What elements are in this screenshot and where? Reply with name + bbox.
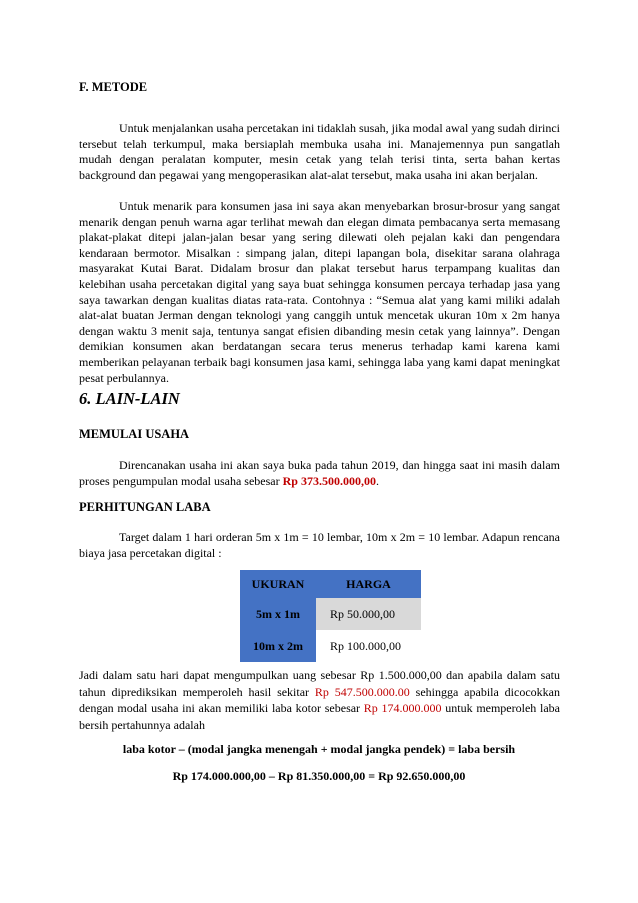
size-cell: 10m x 2m [240, 630, 316, 662]
section-heading-lain-lain: 6. LAIN-LAIN [79, 389, 180, 408]
price-cell: Rp 50.000,00 [316, 598, 421, 630]
jadi-text-2: sehingga apabila dicocokkan dengan modal usaha ini akan memiliki laba kotor sebesar [79, 684, 560, 715]
table-row [240, 630, 421, 662]
metode-paragraph-2: Untuk menarik para konsumen jasa ini saya akan menyebarkan brosur-brosur yang sangat menarik dengan penuh warna agar terlihat mewah dan elegan dimata pembacanya serta memasang plakat-plakat ditepi jalan-jalan besar yang sering dilewati oleh pejalan kaki dan pengendara kendaraan bermotor. Misalkan : simpang jalan, ditepi lapangan bola, disekitar sarana olahraga masyarakat Kutai Barat. Didalam brosur dan plakat tersebut harus terpampang kualitas dan kelebihan usaha percetakan digital yang saya buat sehingga konsumen percaya terhadap jasa yang saya tawarkan dengan kualitas diatas rata-rata. Contohnya : “Semua alat yang kami miliki adalah alat-alat buatan Jerman dengan teknologi yang canggih untuk mencetak ukuran 10m x 2m hanya dengan waktu 3 menit saja, tentunya sangat efisien dibanding mesin cetak yang lainnya”. Dengan demikian konsumen akan berdatangan secara terus menerus terhadap kami karena kami memberikan pelayanan terbaik bagi konsumen jasa kami, sehingga laba yang kami dapat meningkat pesat perbulannya. [79, 199, 560, 385]
modal-amount: Rp 373.500.000,00 [282, 473, 376, 488]
subheading-perhitungan-laba: PERHITUNGAN LABA [79, 500, 211, 514]
gross-profit-amount: Rp 174.000.000 [363, 701, 442, 715]
subheading-memulai-usaha: MEMULAI USAHA [79, 427, 190, 441]
price-table-header-row [240, 570, 421, 598]
column-header-ukuran: UKURAN [240, 570, 316, 598]
metode-paragraph-1: Untuk menjalankan usaha percetakan ini tidaklah susah, jika modal awal yang sudah dirinci tersebut telah terkumpul, maka bersiaplah membuka usaha ini. Manajemennya pun sangatlah mudah dengan peralatan komputer, mesin cetak yang telah terisi tinta, serta bahan kertas background dan pegawai yang mengoperasikan alat-alat tersebut, maka usaha ini akan berjalan. [79, 121, 560, 182]
profit-formula: laba kotor – (modal jangka menengah + modal jangka pendek) = laba bersih [122, 742, 516, 756]
profit-result: Rp 174.000.000,00 – Rp 81.350.000,00 = Rp 92.650.000,00 [172, 769, 466, 783]
price-table [240, 570, 421, 662]
perhitungan-paragraph: Target dalam 1 hari orderan 5m x 1m = 10 lembar, 10m x 2m = 10 lembar. Adapun rencana biaya jasa percetakan digital : [79, 530, 560, 560]
memulai-usaha-paragraph [79, 458, 560, 489]
table-row [240, 598, 421, 630]
annual-income-amount: Rp 547.500.000.00 [314, 684, 410, 699]
jadi-paragraph [79, 667, 560, 733]
size-cell: 5m x 1m [240, 598, 316, 630]
jadi-text-1: Jadi dalam satu hari dapat mengumpulkan uang sebesar Rp 1.500.000,00 dan apabila dalam satu tahun diprediksikan memperoleh hasil sekitar [79, 668, 560, 699]
price-cell: Rp 100.000,00 [316, 630, 421, 662]
memulai-usaha-end: . [375, 473, 379, 488]
column-header-harga: HARGA [316, 570, 421, 598]
section-heading-metode: F. METODE [79, 80, 148, 94]
jadi-text-3: untuk memperoleh laba bersih pertahunnya adalah [79, 701, 561, 732]
memulai-usaha-text: Direncanakan usaha ini akan saya buka pada tahun 2019, dan hingga saat ini masih dalam proses pengumpulan modal usaha sebesar [79, 458, 560, 488]
